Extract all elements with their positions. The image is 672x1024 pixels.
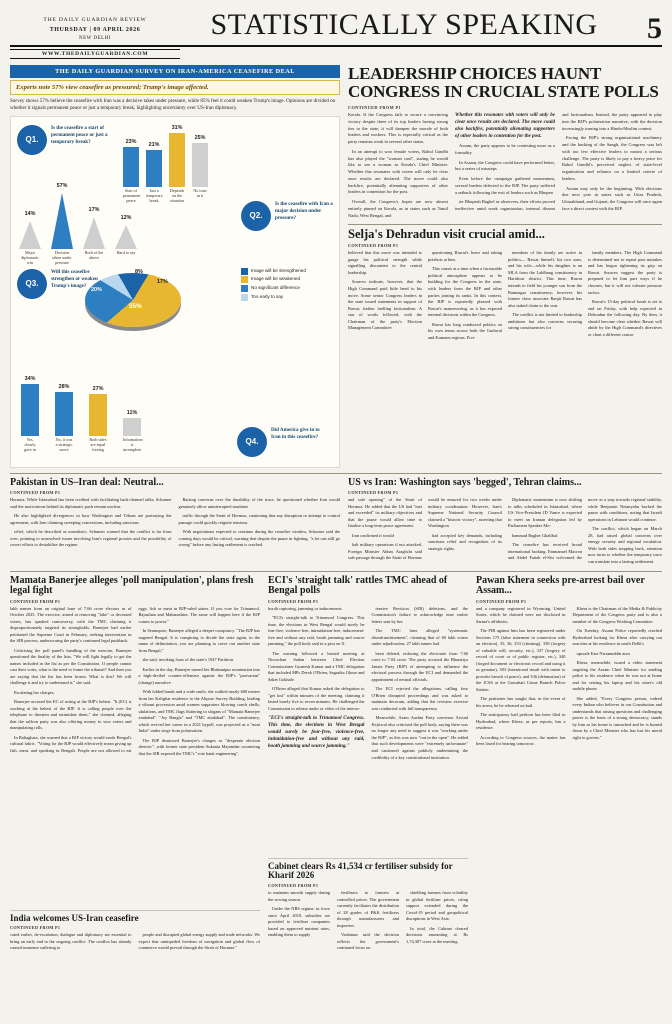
q3-pie <box>85 267 181 333</box>
lead-story <box>348 65 662 468</box>
selja-para-0: believed that this move was intended to gauge his political strength while signalling discontent to the central leadership. <box>348 250 422 275</box>
divider-bottom <box>10 571 662 572</box>
eci-headline: ECI's 'straight talk' rattles TMC ahead of Bengal polls <box>268 574 448 597</box>
pawan-story <box>476 576 662 955</box>
q4-value-2: 27% <box>92 386 104 393</box>
legend-swatch-strengthened <box>241 268 248 275</box>
q1-cat-3: No trust in it <box>193 187 207 198</box>
pak-para-4: traffic through the Strait of Hormuz, cautioning that any disruption or attempt to control passage could quickly reignite tensions. <box>178 513 340 525</box>
usiran-para-4: Diplomatic momentum is now shifting to talks scheduled in Islamabad, where US Vice-President JD Vance is expected to meet an Iranian delegation led by Parliament Speaker Mo- <box>508 497 582 529</box>
usiran-para-5: hammad Bagher Ghalibaf. <box>512 532 559 538</box>
q3-legend-item-2 <box>241 284 333 293</box>
q3-legend-label-3: Too early to say <box>251 293 284 299</box>
bottom-section <box>10 576 662 955</box>
lead-para-8: Assam may only be the beginning. With elections due next year in states such as Uttar Pradesh, Uttarakhand, and Gujarat, the Congress will once again face a direct contest with the BJP. <box>562 185 662 211</box>
q4-badge: Q4. <box>237 427 267 457</box>
cabinet-para-2: fertilisers to farmers at controlled prices. The government currently facilitates the distribution of 28 grades of P&K fertilisers through manufacturers and importers. <box>337 890 399 928</box>
q3-legend-label-2: No significant difference <box>251 285 300 291</box>
lead-para-1: In an attempt to woo female voters, Rahul Gandhi has also played the "woman card", stating he would like to see a woman as Kerala's Chief Minister. Whether this resonates with voters will only be clear once results are declared. The move could also backfire, potentially alienating supporters of other leaders in contention for the post. <box>348 148 448 195</box>
q2-cat-1: Decision taken under pressure <box>52 249 72 265</box>
q1-bar-2 <box>169 124 185 187</box>
eci-para-5: been deleted, reducing the electorate from 7.66 crore to 7.04 crore. The party accused the Bharatiya Janata Party (BJP) of attempting to influence the electoral process through the ECI and demanded the appointment of neutral officials. <box>371 650 468 682</box>
cabinet-para-1: Under the NBS regime, in force since April 2010, subsidies are provided to fertiliser companies based on approved nutrient rates, enabling them to supply <box>268 906 330 938</box>
usiran-continued: CONTINUED FROM P1 <box>348 490 399 496</box>
survey-header: THE DAILY GUARDIAN SURVEY ON IRAN-AMERICA CEASEFIRE DEAL <box>10 65 340 78</box>
cabinet-para-5: In total, the Cabinet cleared decisions amounting to Rs 1,74,307 crore at the meeting. <box>406 925 468 944</box>
eci-story <box>268 576 468 955</box>
pakistan-headline: Pakistan in US–Iran deal: Neutral... <box>10 476 164 488</box>
q3-value-17: 17% <box>157 278 168 285</box>
page-number: 5 <box>647 12 662 45</box>
mamata-para-6: she said, invoking fears of the state's 1947 Partition. <box>142 657 235 663</box>
eci-para-7: Meanwhile, Asam Aashni Party convenor Arvind Kejriwal also criticised the poll body, saying there was no longer any need to suggest it was "working under the BJP", as this was now "out in the open". He added that such developments were "extremely unfortunate" and cautioned against publicly undermining the credibility of a key constitutional institution. <box>371 715 468 760</box>
q2-cone-3 <box>115 214 137 249</box>
mamata-para-8: With folded hands and a wide smile, she walked nearly 600 metres from her Kalighat residence to the Alipore Survey Building, leading a vibrant procession amid women supporters blowing conch shells, ululations, and TMC flags fluttering to slogans of "Mamata Banerjee zindabad". "Joy Bangla" and "TMC zindabad". The constituency, which revived her career in a 2021 bypoll, was projected as a "mini India" under siege from polarisation. <box>138 689 260 734</box>
q1-cat-2: Depends on the situation <box>169 187 185 203</box>
pawan-body <box>476 606 662 748</box>
q3-legend <box>241 267 333 302</box>
q1-bar-3 <box>192 134 208 187</box>
pak-para-1: He also highlighted divergences in how Washington and Tehran are portraying the agreement, with Iran claiming sweeping concessions, including sanctions <box>10 513 172 525</box>
q2-cone-0 <box>19 210 41 249</box>
chart-q4 <box>21 376 143 453</box>
masthead-city: NEW DELHI <box>78 35 112 41</box>
q3-question-text: Will this ceasefire strengthen or weaken Trump's image? <box>51 268 98 289</box>
survey-panel <box>10 65 340 468</box>
q4-value-0: 34% <box>24 376 36 383</box>
legend-swatch-weakened <box>241 276 248 283</box>
mamata-para-5: In Serampore, Banerjee alleged a deeper conspiracy. "The BJP has targeted Bengal. It is conspiring to divide the state again, in the name of delimitation, you are planning to carve out another state from Bengal," <box>138 628 260 653</box>
survey-charts <box>10 116 340 468</box>
selja-para-7: family members. The High Command is determined not to repeat past mistakes and has begun tightening its grip on Rawat. Sources suggest the party is prepared to let him part ways if he chooses, but it will not tolerate pressure tactics. <box>588 250 662 295</box>
cabinet-para-3: Vaishnaw said the decision reflects the government's continued focus on <box>337 932 399 951</box>
mamata-story <box>10 576 260 955</box>
q2-cat-0: Major diplomatic win <box>21 249 39 265</box>
india-para-0: cated earlier, de-escalation, dialogue and diplomacy are essential to bring an early end to the ongoing conflict. The conflict has already caused immense suffering to <box>10 932 132 951</box>
india-continued: CONTINUED FROM P1 <box>10 925 61 931</box>
q2-value-3: 12% <box>120 214 132 221</box>
cabinet-para-0: to maintain smooth supply during the sowing season. <box>268 890 330 902</box>
q1-cat-1: Just a temporary break <box>146 187 163 203</box>
selja-continued: CONTINUED FROM P1 <box>348 243 399 249</box>
selja-para-4: Rawat has long conducted politics on his own terms across both the Garhwal and Kumaon regions. Five <box>428 321 502 340</box>
q3-value-20: 20% <box>91 286 102 293</box>
q3-legend-label-0: Image will be strengthened <box>251 267 306 273</box>
q1-bar-1 <box>146 141 162 187</box>
cabinet-body <box>268 890 468 952</box>
pawan-para-0: and a company registered in Wyoming, United States, which he claimed were not disclosed in Sarma's affidavits. <box>476 605 566 624</box>
q3-value-8: 8% <box>135 268 143 275</box>
q3-legend-item-1 <box>241 275 333 284</box>
legend-swatch-nodiff <box>241 285 248 292</box>
q3-legend-label-1: Image will be weakened <box>251 276 301 282</box>
chart-q1-question <box>17 125 109 155</box>
q1-value-1: 21% <box>148 141 160 148</box>
q3-badge: Q3. <box>17 269 47 299</box>
q2-cone-1 <box>51 182 73 249</box>
lead-headline: LEADERSHIP CHOICES HAUNT CONGRESS IN CRUCIAL STATE POLLS <box>348 64 659 102</box>
q1-question-text: Is the ceasefire a start of permanent peace or just a temporary break? <box>51 124 108 145</box>
eci-quote-attr: tensive Revision (SIR) deletions, and the Commission's failure to acknowledge nine earlier letters sent by her. <box>371 605 468 624</box>
q4-question-text: Did America give in to Iran in this ceasefire? <box>271 426 320 440</box>
q3-legend-item-3 <box>241 293 333 302</box>
pawan-para-3: The anticipatory bail petition has been filed in Hyderabad, where Khera, as per reports, has a residence. <box>476 712 566 731</box>
pakistan-continued: CONTINUED FROM P1 <box>10 490 61 496</box>
divider-mid <box>10 473 662 474</box>
selja-body <box>348 250 662 341</box>
selja-para-2: questioning Rawat's leave and taking potshots at him. <box>428 250 502 262</box>
chart-q3 <box>85 267 181 333</box>
q4-cat-3: Information is incomplete <box>123 437 143 452</box>
q1-value-2: 31% <box>171 124 183 131</box>
q2-category-labels <box>19 251 137 266</box>
masthead-date: THURSDAY | 09 APRIL 2026 <box>49 26 141 33</box>
pawan-para-5: Khera is the Chairman of the Media & Publicity Department of the Congress party and is also a member of the Congress Working Committee. <box>572 605 662 624</box>
q2-question-text: Is the ceasefire with Iran a major decision under pressure? <box>275 200 333 221</box>
chart-q4-question <box>237 427 333 457</box>
lead-para-5: Even before the campaign gathered momentum, several leaders defected to the BJP. The party suffered a setback following the exit of leaders such as Bhupen <box>455 176 555 195</box>
q4-bar-3 <box>123 410 141 436</box>
q3-legend-item-0 <box>241 267 333 276</box>
divider-lead <box>348 224 662 225</box>
pawan-para-9: She added, "Every Congress person, indeed every Indian who believes in our Constitution and understands that raising questions and challenging power is the basis of a strong democracy, stands by him as his home is ransacked and he is hunted down by a Chief Minister who has lost his moral right to govern." <box>572 695 662 740</box>
eci-para-3: O'Brien alleged that Kumar asked the delegation to "get lost" within minutes of the meeting, claiming it lasted barely five to seven minutes. He challenged the Commission to release audio or video of the interac- <box>268 686 365 711</box>
lead-continued: CONTINUED FROM P1 <box>348 105 402 111</box>
usiran-para-6: The ceasefire has received broad international backing. Emmanuel Macron and Abdel Fattah el-Sisi welcomed the move as a step towards regional stability, while Benjamin Netanyahu backed the pause with conditions, noting that Israeli operations in Lebanon would continue. <box>508 497 662 561</box>
mamata-body <box>10 606 260 906</box>
lead-para-6: ter Bhupesh Baghel as observers, their efforts proved ineffective amid weak organisation, internal dissent and factionalism. Instead, the party appeared to play into the BJP's polarisation narrative, with the decision increasingly turning into a Hindu-Muslim contest. <box>455 112 662 212</box>
q1-cat-0: Start of permanent peace <box>123 187 141 203</box>
pawan-continued: CONTINUED FROM P1 <box>476 598 527 604</box>
lead-para-2: Overall, the Congress's hopes are now almost entirely pinned on Kerala, as in states such as Tamil Nadu, West Bengal, and <box>348 199 448 218</box>
q4-bar-0 <box>21 376 39 436</box>
eci-para-1: "ECI's straight-talk to Trinamool Congress. This time, the elections in West Bengal would surely be fear-free, violence-free, intimidation-free, inducement-free and without any raid, booth jamming and source jamming," the poll body said in a post on X. <box>268 615 365 647</box>
masthead-center <box>180 8 628 42</box>
pawan-para-7: upscale East Nizamuddin area. <box>576 650 631 656</box>
q2-value-2: 17% <box>88 206 100 213</box>
chart-q2-question <box>241 201 333 231</box>
q1-bar-0 <box>123 138 139 187</box>
pawan-headline: Pawan Khera seeks pre-arrest bail over Assam... <box>476 574 645 597</box>
mamata-para-3: Banerjee accused the EC of acting at the BJP's behest. "It (EC) is working at the behest of the BJP. It is calling people over the telephone to threaten and intimidate them," she claimed, alleging that the saffron party was also offering money to woo voters and manipulating rolls. <box>10 699 132 731</box>
selja-para-6: The conflict is not limited to leadership ambitions but also concerns securing strong constituencies for <box>508 312 582 331</box>
usiran-headline: US vs Iran: Washington says 'begged', Tehran claims... <box>348 476 582 488</box>
q4-value-3: 11% <box>126 410 138 417</box>
eci-body <box>268 606 468 854</box>
selja-para-8: Rawat's 15-day political break is set to end on Friday, with help expected in Dehradun the following day. By then, it should become clear whether Rawat will abide by the High Command's directives or chart a different course. <box>588 299 662 337</box>
q2-cone-2 <box>83 206 105 249</box>
pak-para-0: Hormuz. While Islamabad has been credited with facilitating back-channel talks, Schumer said the motivations behind its diplomatic push remain unclear. <box>10 497 172 509</box>
usiran-para-3: had accepted key demands, including sanctions relief and recognition of its strategic rights. <box>428 532 502 551</box>
lead-para-3: Assam, the party appears to be contesting more as a formality. <box>455 143 555 155</box>
pakistan-body <box>10 497 340 552</box>
pawan-para-1: The FIR against him has been registered under Sections 175 (false statement in connection with an election), 35, 36, 353 (cheating), 338 (forgery of valuable will, security, etc.), 337 (forgery of record of court or of public register, etc.), 340 (forged document or electronic record and using it as genuine), 383 (intentional insult with intent to provoke breach of peace), and 336 (defamation) of the JCSS at the Guwahati Crime Branch Police Station. <box>476 628 566 692</box>
q2-cat-3: Hard to say <box>116 249 136 255</box>
q4-bar-1 <box>55 384 73 436</box>
mamata-para-2: Escalating her charges, <box>14 689 55 695</box>
masthead-url: WWW.THEDAILYGUARDIAN.COM <box>10 49 180 59</box>
q1-value-0: 23% <box>125 138 137 145</box>
legend-swatch-tooearly <box>241 294 248 301</box>
mamata-para-0: lakh names from an original base of 7.66 crore electors as of October 2025. The exercise, aimed at removing "fake" or deceased voters, has sparked controversy, with the TMC claiming it disproportionately targeted its strongholds. Banerjee had earlier petitioned the Supreme Court in February, seeking intervention in the SIR process, underscoring the party's continued legal pushback. <box>10 605 132 644</box>
masthead-kicker: THE DAILY GUARDIAN REVIEW <box>43 17 147 24</box>
pawan-para-6: On Tuesday, Assam Police reportedly reached Hyderabad looking for Khera after carrying out searches at his residence in south Delhi's <box>572 628 662 647</box>
q2-value-1: 57% <box>56 182 68 189</box>
mid-section <box>10 478 662 566</box>
q1-value-3: 25% <box>194 134 206 141</box>
india-headline: India welcomes US-Iran ceasefire <box>10 912 139 923</box>
eci-quote: "ECI's straight-talk to Trinamool Congress. This time, the elections in West Bengal would surely be fear-free, violence-free, intimidation-free and without any raid, booth jamming and source jamming." <box>268 715 365 750</box>
q4-cat-2: Both sides are equal footing <box>89 437 107 452</box>
eci-para-0: booth capturing, jamming or inducements. <box>268 605 343 611</box>
q1-bars <box>123 124 208 187</box>
eci-continued: CONTINUED FROM P1 <box>268 598 319 604</box>
eci-para-4: The TMC later alleged "systematic disenfranchisement", claiming that of 60 lakh voters under adjudication, 27 lakh names had <box>371 628 468 647</box>
q4-value-1: 28% <box>58 384 70 391</box>
usiran-para-2: halt military operations if not attacked. Foreign Minister Abbas Araghchi said safe passage through the Strait of Hormuz would be ensured for two weeks under military coordination. However, Iran's Supreme National Security Council claimed a "historic victory", asserting that Washington <box>348 497 502 561</box>
cabinet-headline: Cabinet clears Rs 41,534 cr fertiliser subsidy for Kharif 2026 <box>268 860 453 881</box>
lead-body <box>348 112 662 219</box>
page-title: STATISTICALLY SPEAKING <box>210 8 598 41</box>
mamata-para-9: The BJP dismissed Banerjee's charges as "desperate election rhetoric", with former state president Sukanta Majumdar countering that the SIR exposed the TMC's "vote bank engineering". <box>138 737 260 756</box>
pak-para-5: With negotiations expected to continue during the ceasefire window, Schumer said the coming days would be critical, warning that despite the pause in fighting, "a lot can still go wrong" before any lasting settlement is reached. <box>178 529 340 548</box>
lead-para-7: Facing the BJP's strong organisational machinery and the backing of the Sangh, the Congress was left with too few effective leaders to mount a serious challenge. The party is likely to pay a heavy price for Rahul Gandhi's perceived neglect of state-level organisation and reliance on a limited coterie of leaders. <box>562 135 662 181</box>
divider-cabinet <box>268 858 468 859</box>
usiran-para-0: and safe opening" of the Strait of Hormuz. He added that the US had "met and exceeded" its military objectives and that the pause would allow time to finalise a long-term peace agreement. <box>348 497 422 529</box>
q2-badge: Q2. <box>241 201 271 231</box>
pak-para-3: Raising concerns over the durability of the truce, he questioned whether Iran would genuinely allow uninterrupted maritime <box>178 497 340 509</box>
pawan-para-4: According to Congress sources, the matter has been listed for hearing tomorrow. <box>476 734 566 747</box>
pakistan-story <box>10 478 340 566</box>
q2-value-0: 14% <box>24 210 36 217</box>
q4-cat-1: No, it was a strategic move <box>55 437 73 452</box>
masthead <box>10 8 662 47</box>
usiran-body <box>348 497 662 565</box>
survey-subhead: Experts note 57% view ceasefire as pressured; Trump's image affected. <box>10 80 340 95</box>
mamata-para-4: In Baliaghata, she warned that a BJP victory would erode Bengal's cultural fabric. "Voting for the BJP would effectively mean giving up fish, meat, and speaking in Bengali. People are not allowed to eat eggs, fish or meat in BJP-ruled states. If you vote for Trinamool, Rajasthan and Maharashtra. The same will happen here if the BJP comes to power." <box>10 605 260 753</box>
q4-category-labels <box>21 438 141 453</box>
pawan-para-2: The petitioner has sought that, in the event of his arrest, he be released on bail. <box>476 696 566 708</box>
q3-value-55: 55% <box>129 302 142 310</box>
lead-para-0: Kerala. If the Congress fails to secure a convincing victory despite three of its top leaders having strong ties to the state, it will dampen the morale of both leaders and workers. This is especially critical as the party remains weak in several other states. <box>348 112 448 145</box>
q4-bar-2 <box>89 386 107 436</box>
pawan-para-8: Khera, meanwhile, issued a video statement targeting the Assam Chief Minister for sending police to his residence when he was not at home and for seizing his laptop and his sister's old mobile phone. <box>572 660 662 692</box>
mamata-continued: CONTINUED FROM P1 <box>10 598 61 604</box>
top-section <box>10 65 662 468</box>
q2-cat-2: Both of the above <box>84 249 104 260</box>
masthead-left <box>10 16 180 42</box>
india-para-1: people and disrupted global energy supply and trade networks. We expect that unimpeded freedom of navigation and global flow of commerce would prevail through the Strait of Hormuz." <box>138 932 260 951</box>
india-body <box>10 932 260 955</box>
selja-para-3: This comes at a time when a favourable political atmosphere appears to be building for the Congress in the state, with leaders from the BJP and other parties joining its ranks. In this context, the BJP is reportedly pleased with Rawat's manoeuvring, as it has exposed internal divisions within the Congress. <box>428 266 502 318</box>
lead-pull-quote: Whether this resonates with voters will only be clear once results are declared. The move could also backfire, potentially alienating supporters of other leaders in contention for the post. <box>455 113 555 140</box>
selja-para-1: Sources indicate, however, that the High Command paid little heed to his move. Some senior Congress leaders in the state issued statements in support of Rawat, further fuelling factionalism. A star of words followed, with the Chairman of the party's Election Management Committee <box>348 279 422 331</box>
divider-india-welcomes <box>10 910 260 911</box>
eci-para-6: The ECI rejected the allegations, calling four O'Brien disrupted proceedings and was asked to maintain decorum, adding that the revision exercise was conducted with full transparency. <box>371 686 468 711</box>
q4-cat-0: Yes, clearly gave in <box>24 437 36 452</box>
q4-bars <box>21 376 141 436</box>
pak-para-2: relief, which he described as unrealistic. Schumer warned that the conflict is far from over, pointing to unresolved issues involving Iran's regional proxies and the possibility of covert efforts to destabilise the regime. <box>10 529 172 548</box>
usiran-para-7: The conflict, which began on March 28, had raised global concerns over energy security and regional escalation. With both sides stepping back, attention now turns to whether the temporary truce can translate into a lasting settlement. <box>588 526 662 564</box>
cabinet-continued: CONTINUED FROM P1 <box>268 883 319 889</box>
cabinet-para-4: shielding farmers from volatility in global fertiliser prices, citing support extended during the Covid-19 period and geopolitical disruptions in West Asia. <box>406 890 468 922</box>
lead-para-4: In Assam, the Congress could have performed better, but a series of missteps <box>455 159 555 172</box>
mamata-headline: Mamata Banerjee alleges 'poll manipulation', plans fresh legal fight <box>10 574 254 597</box>
usiran-story <box>348 478 662 566</box>
selja-para-5: members of his family are active in politics— Rawat himself, his two sons, and his wife—while his daughter is an MLA from the Laldhang constituency in Haridwar district. This time, Rawat intends to field his younger son from the Ramnagar constituency; however, his former close associate Ranjit Rawat has also staked claim to the seat. <box>508 250 582 308</box>
mamata-para-7: Earlier in the day, Banerjee turned her Bhabanipur nomination into a high-decibel counter-offensive against the BJP's "parivartan" (change) narrative. <box>138 666 260 685</box>
usiran-para-1: Iran confirmed it would <box>352 532 394 538</box>
selja-headline: Selja's Dehradun visit crucial amid... <box>348 227 545 242</box>
mamata-para-1: Criticising the poll panel's handling of the exercise, Banerjee questioned the finality of the lists. "We will fight legally to get the names included in the list as per the Constitution. If people cannot cast their votes, what is the need to frame the tribunal? And then you are saying that the list has been frozen. What is this? We will challenge it and try to understand it," she said. <box>10 647 132 686</box>
survey-note: Survey shows 57% believe the ceasefire with Iran was a decisive takes under pressure, while 85% feel it could weaken Trump's image. Opinions are divided on whether it signals permanent peace or just a temporary break, highlighting uncertainty over US-Iran diplomacy. <box>10 98 336 112</box>
q1-badge: Q1. <box>17 125 47 155</box>
eci-para-2: The warning followed a heated meeting at Nirvachan Sadan between Chief Election Commissioner Gyanesh Kumar and a TMC delegation that included MPs Derek O'Brien, Sagarika Ghose and Saket Gokhale. <box>268 650 365 682</box>
